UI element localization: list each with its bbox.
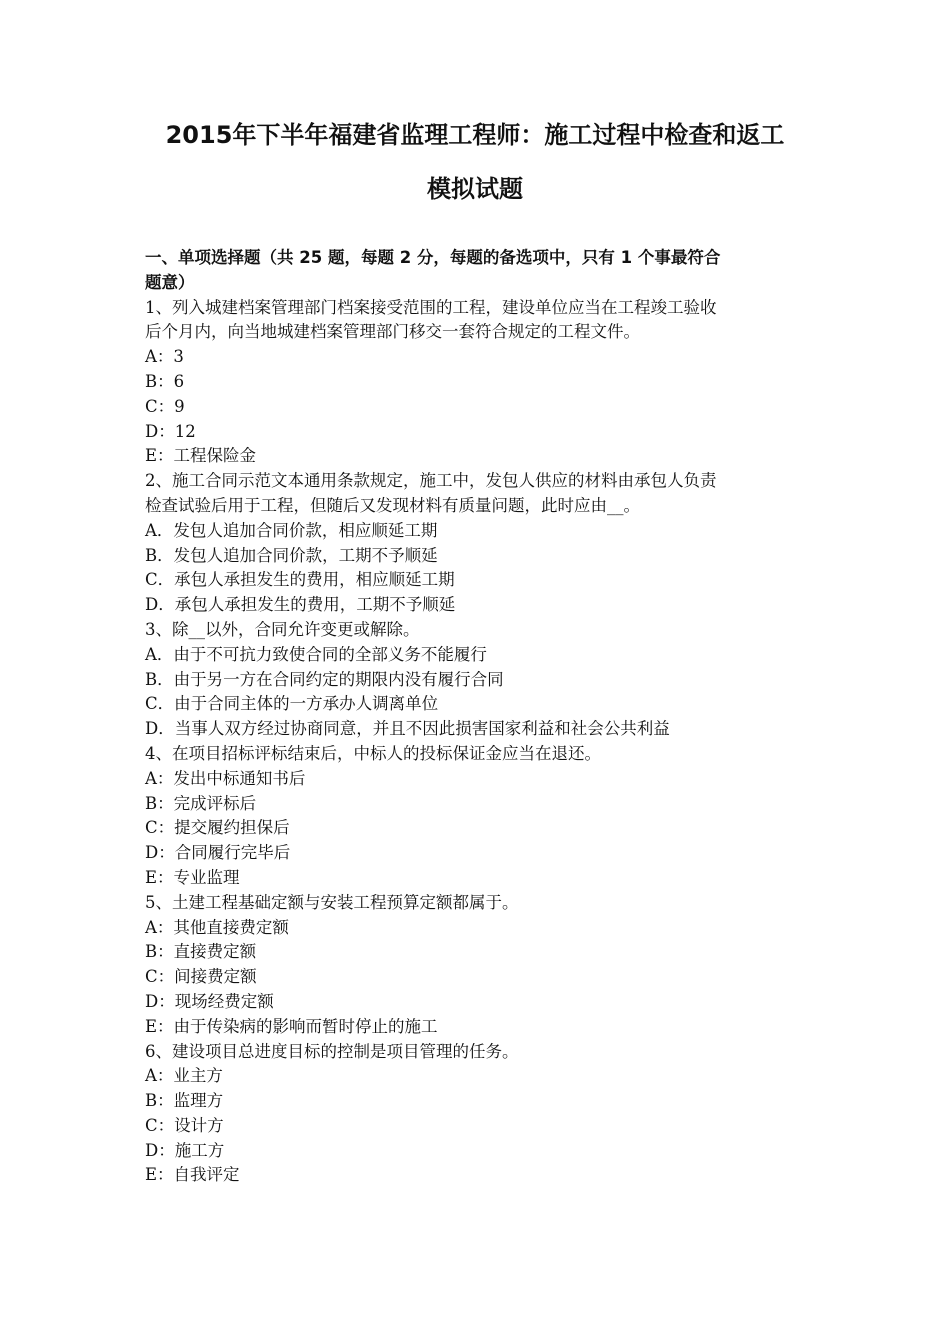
document-title-line-1: 2015年下半年福建省监理工程师：施工过程中检查和返工 [165, 121, 785, 149]
option-line: C：提交履约担保后 [145, 818, 290, 838]
option-line: E：专业监理 [145, 867, 240, 887]
question-2-line-2: 检查试验后用于工程，但随后又发现材料有质量问题，此时应由__。 [145, 495, 640, 515]
option-line: A：其他直接费定额 [145, 917, 289, 937]
option-line: A：3 [145, 347, 184, 367]
option-line: C．承包人承担发生的费用，相应顺延工期 [145, 570, 455, 590]
option-line: D：施工方 [145, 1140, 225, 1160]
option-line: B．由于另一方在合同约定的期限内没有履行合同 [145, 669, 504, 689]
section-header-line-1: 一、单项选择题（共 25 题，每题 2 分，每题的备选项中，只有 1 个事最符合 [145, 248, 721, 267]
option-line: D：12 [145, 421, 196, 441]
option-line: B．发包人追加合同价款，工期不予顺延 [145, 545, 438, 565]
option-line: B：监理方 [145, 1091, 224, 1111]
question-2-line-1: 2、施工合同示范文本通用条款规定，施工中，发包人供应的材料由承包人负责 [145, 471, 717, 491]
option-line: C．由于合同主体的一方承办人调离单位 [145, 694, 439, 714]
option-line: D：现场经费定额 [145, 991, 274, 1011]
question-6: 6、建设项目总进度目标的控制是项目管理的任务。 [145, 1041, 519, 1061]
option-line: C：设计方 [145, 1115, 224, 1135]
option-line: D．承包人承担发生的费用，工期不予顺延 [145, 595, 456, 615]
option-line: B：完成评标后 [145, 793, 257, 813]
option-line: D：合同履行完毕后 [145, 843, 291, 863]
option-line: A：发出中标通知书后 [145, 768, 306, 788]
document-title-line-2: 模拟试题 [427, 175, 523, 203]
option-line: A．由于不可抗力致使合同的全部义务不能履行 [145, 644, 487, 664]
option-line: A．发包人追加合同价款，相应顺延工期 [145, 520, 438, 540]
question-5: 5、土建工程基础定额与安装工程预算定额都属于。 [145, 892, 519, 912]
option-line: C：9 [145, 396, 185, 416]
question-4: 4、在项目招标评标结束后，中标人的投标保证金应当在退还。 [145, 743, 601, 763]
section-header-line-2: 题意） [145, 272, 195, 292]
option-line: B：直接费定额 [145, 942, 257, 962]
option-line: A：业主方 [145, 1066, 223, 1086]
option-line: C：间接费定额 [145, 967, 257, 987]
option-line: B：6 [145, 371, 185, 391]
option-line: E：工程保险金 [145, 446, 257, 466]
option-line: E：由于传染病的影响而暂时停止的施工 [145, 1016, 438, 1036]
option-line: E：自我评定 [145, 1165, 240, 1185]
document-body [145, 246, 810, 1188]
question-3: 3、除__以外，合同允许变更或解除。 [145, 619, 420, 639]
question-1-line-1: 1、列入城建档案管理部门档案接受范围的工程，建设单位应当在工程竣工验收 [145, 297, 717, 317]
question-1-line-2: 后个月内，向当地城建档案管理部门移交一套符合规定的工程文件。 [145, 322, 640, 342]
option-line: D．当事人双方经过协商同意，并且不因此损害国家利益和社会公共利益 [145, 719, 670, 739]
